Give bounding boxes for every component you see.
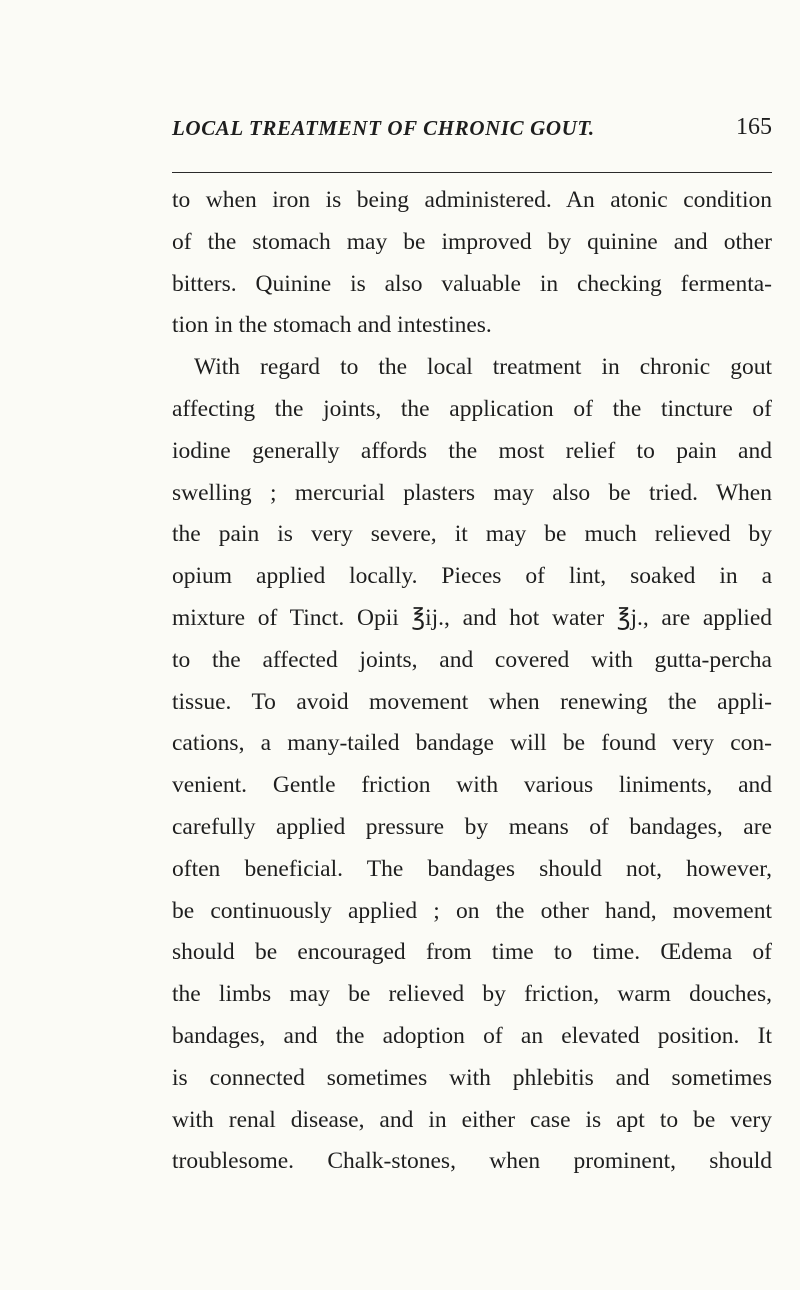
text-line: tion in the stomach and intestines. — [172, 312, 492, 339]
text-line: venient. Gentle friction with various liniments, and — [172, 772, 772, 799]
text-line: mixture of Tinct. Opii ℥ij., and hot water ℥j., are applied — [172, 604, 772, 631]
text-line: tissue. To avoid movement when renewing the appli- — [172, 688, 772, 715]
text-line: With regard to the local treatment in chronic gout — [194, 354, 772, 381]
text-line: bandages, and the adoption of an elevated position. It — [172, 1022, 772, 1049]
text-line: opium applied locally. Pieces of lint, soaked in a — [172, 563, 772, 590]
running-title: LOCAL TREATMENT OF CHRONIC GOUT. — [172, 116, 595, 140]
text-line: of the stomach may be improved by quinine and other — [172, 228, 772, 255]
text-line: carefully applied pressure by means of bandages, are — [172, 813, 772, 840]
page-number: 165 — [736, 114, 772, 140]
text-line: to when iron is being administered. An atonic condition — [172, 187, 772, 213]
text-line: the limbs may be relieved by friction, warm douches, — [172, 981, 772, 1008]
text-line: is connected sometimes with phlebitis and sometimes — [172, 1064, 772, 1091]
running-header — [172, 116, 772, 146]
text-line: the pain is very severe, it may be much relieved by — [172, 521, 772, 548]
text-line: be continuously applied ; on the other hand, movement — [172, 897, 772, 924]
text-line: should be encouraged from time to time. Œdema of — [172, 939, 772, 966]
text-line: to the affected joints, and covered with gutta-percha — [172, 646, 772, 673]
text-line: affecting the joints, the application of the tincture of — [172, 395, 772, 422]
text-line: with renal disease, and in either case is apt to be very — [172, 1106, 772, 1133]
text-line: swelling ; mercurial plasters may also be tried. When — [172, 479, 772, 506]
text-line: bitters. Quinine is also valuable in checking fermenta- — [172, 270, 772, 297]
header-rule — [172, 172, 772, 173]
text-line: cations, a many-tailed bandage will be found very con- — [172, 730, 772, 757]
body-text — [172, 180, 772, 1183]
text-line: troublesome. Chalk-stones, when prominent, should — [172, 1148, 772, 1175]
text-line: iodine generally affords the most relief to pain and — [172, 437, 772, 464]
text-line: often beneficial. The bandages should not, however, — [172, 855, 772, 882]
